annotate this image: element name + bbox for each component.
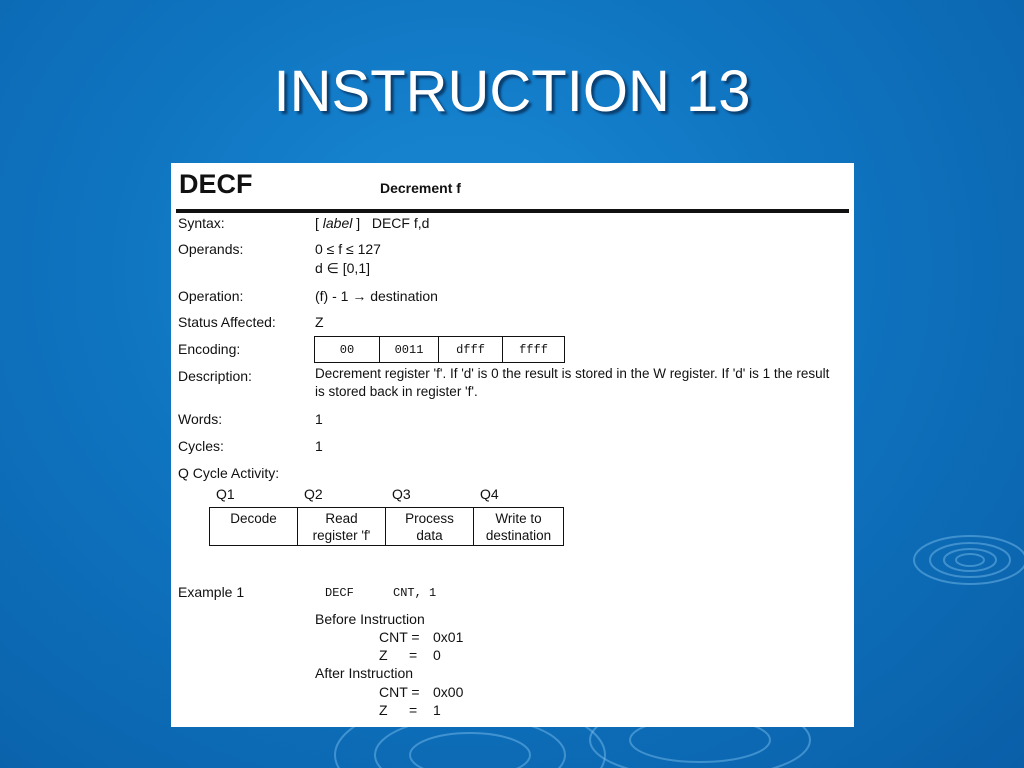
- after-cnt-name: CNT =: [379, 684, 420, 700]
- syntax-label: Syntax:: [178, 215, 225, 231]
- description-text: Decrement register 'f'. If 'd' is 0 the result is stored in the W register. If 'd' is 1 the result is stored back in register 'f'.: [315, 366, 830, 399]
- q-cell-line2: data: [416, 528, 443, 543]
- syntax-text: DECF f,d: [371, 215, 430, 231]
- example-opcode: DECF: [325, 586, 354, 600]
- q-header: Q2: [304, 486, 323, 502]
- instruction-title: Decrement f: [380, 180, 461, 196]
- example-label: Example 1: [178, 584, 245, 600]
- slide-title: INSTRUCTION 13: [273, 59, 751, 124]
- syntax-label-word: label: [322, 215, 353, 231]
- after-z-value: 1: [433, 702, 441, 718]
- encoding-label: Encoding:: [178, 341, 241, 357]
- operands-label: Operands:: [178, 241, 244, 257]
- before-z-eq: =: [409, 647, 418, 663]
- syntax-open-bracket: [: [315, 215, 323, 231]
- after-z-eq: =: [409, 702, 418, 718]
- encoding-cell: ffff: [503, 337, 565, 363]
- q-header: Q3: [392, 486, 411, 502]
- q-cell-line2: register 'f': [312, 528, 371, 543]
- before-z-name: Z: [379, 647, 388, 663]
- q-cell-line1: Process: [405, 511, 454, 526]
- description-label: Description:: [178, 368, 252, 384]
- q-cell: [210, 508, 298, 546]
- cycles-value: 1: [315, 438, 323, 454]
- example-args: CNT, 1: [393, 586, 437, 600]
- instruction-datasheet: [171, 163, 854, 727]
- words-label: Words:: [178, 411, 223, 427]
- status-value: Z: [315, 314, 324, 330]
- instruction-mnemonic: DECF: [179, 169, 253, 199]
- after-z-name: Z: [379, 702, 388, 718]
- q-cycle-label: Q Cycle Activity:: [178, 465, 280, 481]
- encoding-cell: 0011: [380, 337, 439, 363]
- q-cell: [474, 508, 564, 546]
- before-z-value: 0: [433, 647, 441, 663]
- before-cnt-value: 0x01: [433, 629, 464, 645]
- operands-line1: 0 ≤ f ≤ 127: [315, 241, 381, 257]
- syntax-value: [315, 215, 429, 231]
- q-cell-line1: Read: [325, 511, 358, 526]
- encoding-table: [314, 336, 565, 363]
- before-cnt-name: CNT =: [379, 629, 420, 645]
- q-header: Q4: [480, 486, 499, 502]
- cycles-label: Cycles:: [178, 438, 224, 454]
- status-label: Status Affected:: [178, 314, 276, 330]
- words-value: 1: [315, 411, 323, 427]
- encoding-cell: dfff: [439, 337, 503, 363]
- q-cell: [386, 508, 474, 546]
- q-cell-line1: Decode: [230, 511, 277, 526]
- operands-line2: d ∈ [0,1]: [315, 260, 371, 276]
- syntax-close-bracket: ]: [352, 215, 361, 231]
- q-header: Q1: [216, 486, 235, 502]
- before-instruction-label: Before Instruction: [315, 611, 425, 627]
- header-rule: [176, 209, 849, 213]
- operation-label: Operation:: [178, 288, 244, 304]
- q-cell-line2: destination: [485, 528, 552, 543]
- q-cell: [298, 508, 386, 546]
- after-instruction-label: After Instruction: [315, 665, 414, 681]
- after-cnt-value: 0x00: [433, 684, 464, 700]
- q-cycle-table: [209, 507, 564, 546]
- q-cell-line1: Write to: [495, 511, 542, 526]
- operation-value: (f) - 1 → destination: [315, 288, 438, 304]
- encoding-cell: 00: [315, 337, 380, 363]
